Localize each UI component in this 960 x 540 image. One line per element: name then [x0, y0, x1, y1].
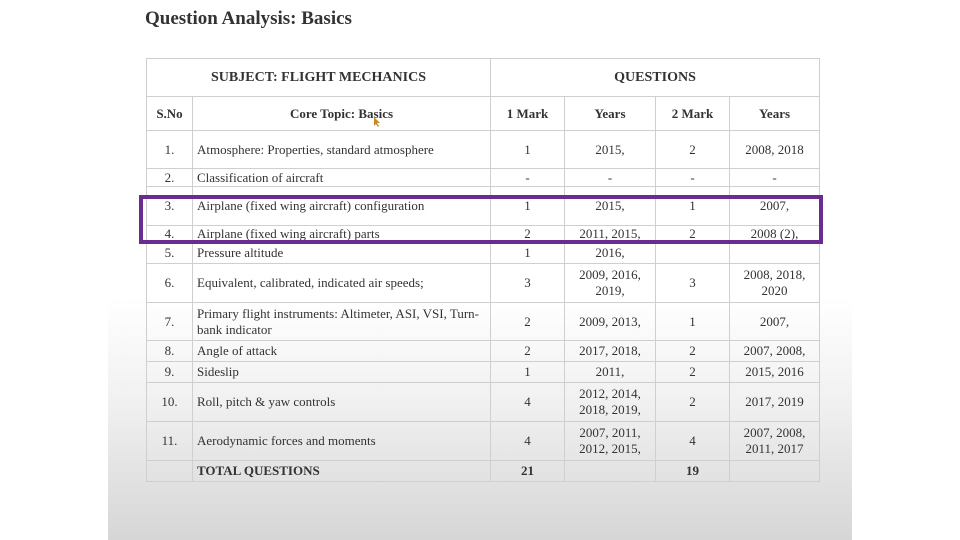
row-years-1: 2009, 2013, [565, 303, 656, 341]
row-1-mark: 1 [491, 243, 565, 264]
row-1-mark: 2 [491, 341, 565, 362]
row-2-mark: - [656, 169, 730, 187]
row-topic: Pressure altitude [193, 243, 491, 264]
row-years-1: 2015, [565, 131, 656, 169]
row-years-2: 2008, 2018 [730, 131, 820, 169]
table-row [147, 243, 820, 264]
row-2-mark: 2 [656, 383, 730, 422]
row-topic: Angle of attack [193, 341, 491, 362]
total-row [147, 461, 820, 482]
row-2-mark [656, 243, 730, 264]
row-sno: 1. [147, 131, 193, 169]
row-years-2: 2008, 2018, 2020 [730, 264, 820, 303]
table-row [147, 264, 820, 303]
row-years-1: 2009, 2016, 2019, [565, 264, 656, 303]
row-sno: 7. [147, 303, 193, 341]
table-row [147, 362, 820, 383]
row-years-1: 2007, 2011, 2012, 2015, [565, 422, 656, 461]
row-sno: 3. [147, 187, 193, 226]
total-sno-cell [147, 461, 193, 482]
table-row [147, 383, 820, 422]
row-years-1: 2011, 2015, [565, 226, 656, 243]
row-years-2: 2007, [730, 187, 820, 226]
row-1-mark: 3 [491, 264, 565, 303]
column-header-2-mark: 2 Mark [656, 97, 730, 131]
row-topic: Airplane (fixed wing aircraft) parts [193, 226, 491, 243]
row-years-1: 2017, 2018, [565, 341, 656, 362]
column-header-1-mark: 1 Mark [491, 97, 565, 131]
row-years-2: - [730, 169, 820, 187]
total-years-1-cell [565, 461, 656, 482]
row-1-mark: - [491, 169, 565, 187]
row-sno: 6. [147, 264, 193, 303]
row-years-2 [730, 243, 820, 264]
column-header-years-1: Years [565, 97, 656, 131]
row-2-mark: 4 [656, 422, 730, 461]
row-years-1: - [565, 169, 656, 187]
column-header-topic: Core Topic: Basics [193, 97, 491, 131]
row-years-2: 2015, 2016 [730, 362, 820, 383]
row-highlight-box [139, 195, 823, 244]
total-label: TOTAL QUESTIONS [193, 461, 491, 482]
row-sno: 5. [147, 243, 193, 264]
row-years-1: 2012, 2014, 2018, 2019, [565, 383, 656, 422]
row-years-2: 2007, 2008, [730, 341, 820, 362]
table-header-row [147, 59, 820, 97]
row-1-mark: 4 [491, 422, 565, 461]
table-row [147, 169, 820, 187]
row-years-2: 2007, [730, 303, 820, 341]
row-1-mark: 1 [491, 187, 565, 226]
total-1-mark: 21 [491, 461, 565, 482]
subject-header: SUBJECT: FLIGHT MECHANICS [147, 59, 491, 97]
question-analysis-table [146, 58, 820, 482]
column-header-sno: S.No [147, 97, 193, 131]
row-topic: Classification of aircraft [193, 169, 491, 187]
row-topic: Sideslip [193, 362, 491, 383]
column-header-years-2: Years [730, 97, 820, 131]
row-topic: Atmosphere: Properties, standard atmosphere [193, 131, 491, 169]
row-sno: 10. [147, 383, 193, 422]
row-years-1: 2011, [565, 362, 656, 383]
row-1-mark: 1 [491, 131, 565, 169]
row-1-mark: 4 [491, 383, 565, 422]
row-2-mark: 3 [656, 264, 730, 303]
row-years-2: 2017, 2019 [730, 383, 820, 422]
row-topic: Roll, pitch & yaw controls [193, 383, 491, 422]
table-row [147, 303, 820, 341]
table-row [147, 422, 820, 461]
total-years-2-cell [730, 461, 820, 482]
row-sno: 2. [147, 169, 193, 187]
row-2-mark: 1 [656, 187, 730, 226]
row-2-mark: 1 [656, 303, 730, 341]
total-2-mark: 19 [656, 461, 730, 482]
row-years-1: 2016, [565, 243, 656, 264]
row-years-2: 2008 (2), [730, 226, 820, 243]
table-row [147, 131, 820, 169]
table-body [147, 131, 820, 461]
row-2-mark: 2 [656, 226, 730, 243]
row-sno: 8. [147, 341, 193, 362]
questions-header: QUESTIONS [491, 59, 820, 97]
row-1-mark: 1 [491, 362, 565, 383]
row-years-2: 2007, 2008, 2011, 2017 [730, 422, 820, 461]
page-title: Question Analysis: Basics [145, 8, 352, 29]
row-2-mark: 2 [656, 362, 730, 383]
row-topic: Primary flight instruments: Altimeter, ASI, VSI, Turn-bank indicator [193, 303, 491, 341]
row-sno: 11. [147, 422, 193, 461]
row-sno: 9. [147, 362, 193, 383]
row-topic: Airplane (fixed wing aircraft) configuration [193, 187, 491, 226]
row-sno: 4. [147, 226, 193, 243]
row-1-mark: 2 [491, 226, 565, 243]
table-row [147, 341, 820, 362]
row-2-mark: 2 [656, 131, 730, 169]
row-years-1: 2015, [565, 187, 656, 226]
row-2-mark: 2 [656, 341, 730, 362]
row-1-mark: 2 [491, 303, 565, 341]
column-header-row [147, 97, 820, 131]
row-topic: Equivalent, calibrated, indicated air speeds; [193, 264, 491, 303]
mouse-cursor-icon [373, 117, 380, 127]
row-topic: Aerodynamic forces and moments [193, 422, 491, 461]
